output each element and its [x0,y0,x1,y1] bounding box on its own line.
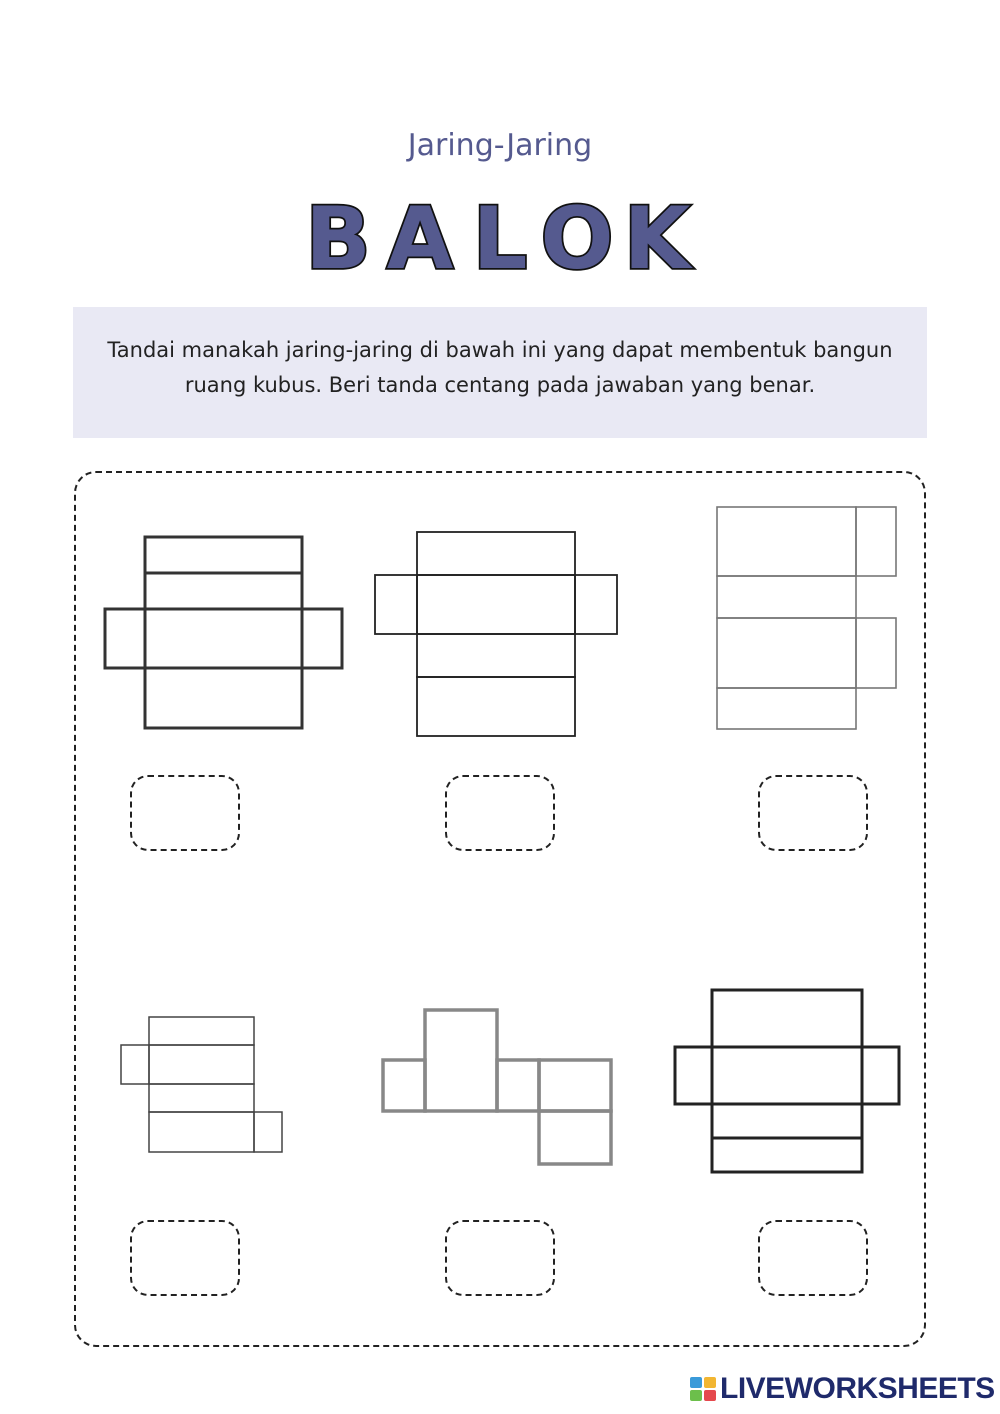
net-4 [115,1010,290,1160]
title-letter-k: K [623,189,691,280]
net-3 [710,500,905,735]
title-letter-o: O [540,189,614,280]
title-letter-l: L [472,189,528,280]
net-6 [668,983,906,1178]
instruction-text: Tandai manakah jaring-jaring di bawah ini yang dapat membentuk bangun ruang kubus. Beri tanda centang pada jawaban yang benar. [107,338,893,397]
answer-box-1[interactable] [130,775,240,851]
liveworksheets-logo-icon [690,1375,716,1403]
net-2 [370,526,625,741]
page-subtitle: Jaring-Jaring [407,128,593,163]
net-5 [375,1000,620,1172]
answer-box-6[interactable] [758,1220,868,1296]
answer-box-2[interactable] [445,775,555,851]
answer-box-5[interactable] [445,1220,555,1296]
page-title [300,180,700,280]
footer-logo [690,1372,995,1406]
answer-box-3[interactable] [758,775,868,851]
title-letter-a: A [386,189,454,280]
net-1 [100,530,350,735]
answer-box-4[interactable] [130,1220,240,1296]
title-letter-b: B [305,189,371,280]
footer-brand-text: LIVEWORKSHEETS [720,1372,995,1405]
instruction-box [73,307,927,438]
